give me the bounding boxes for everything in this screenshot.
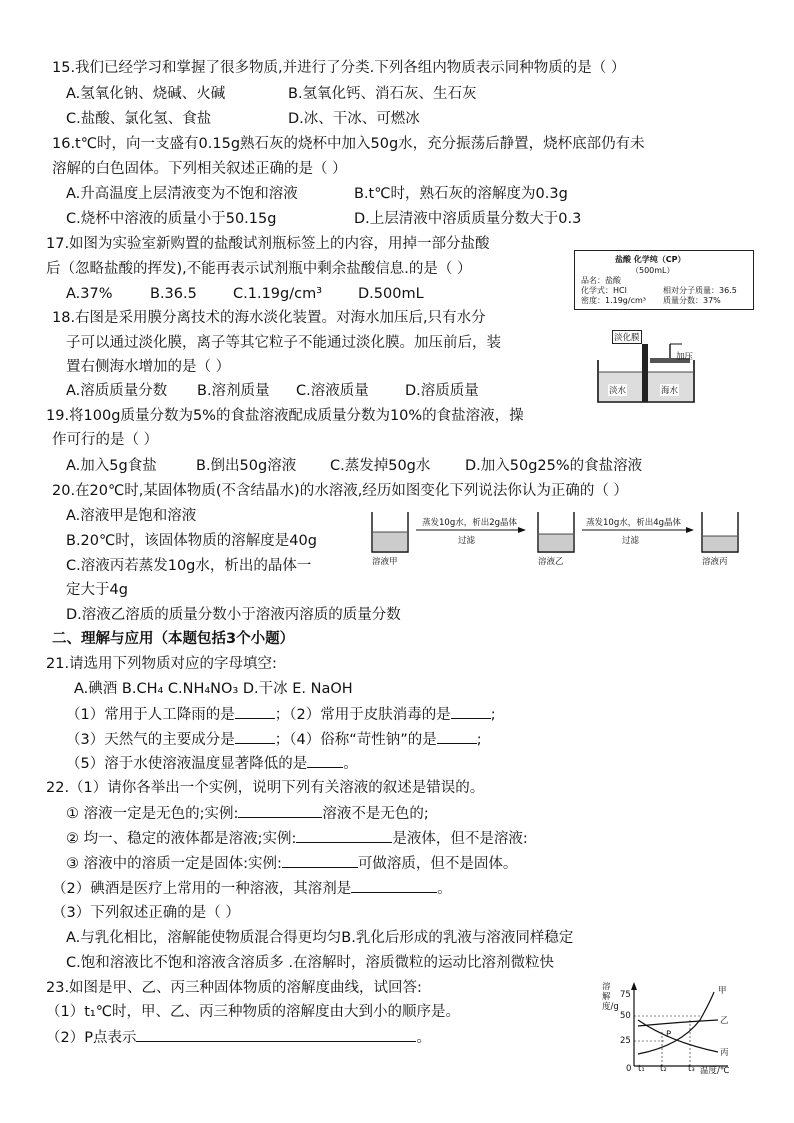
q18-option-a: A.溶质质量分数 — [66, 383, 168, 399]
y-tick-75: 75 — [620, 990, 631, 1000]
q23-part2-blank[interactable] — [136, 1027, 416, 1042]
q23-part2-label: （2）P点表示 — [46, 1030, 137, 1046]
q15-option-a: A.氢氧化钠、烧碱、火碱 — [66, 86, 226, 102]
q15-option-c: C.盐酸、氯化氢、食盐 — [66, 111, 212, 127]
q15-stem: 15.我们已经学习和掌握了很多物质,并进行了分类.下列各组内物质表示同种物质的是（ ） — [52, 60, 626, 76]
q16-option-a: A.升高温度上层清液变为不饱和溶液 — [66, 186, 298, 202]
x-axis-label: 温度/℃ — [700, 1066, 730, 1076]
q22-part3: （3）下列叙述正确的是（ ） — [52, 905, 240, 921]
label-name: 品名：盐酸 — [581, 276, 621, 285]
q17-stem-line2: 后（忽略盐酸的挥发),不能再表示试剂瓶中剩余盐酸信息.的是（ ） — [46, 261, 472, 277]
y-tick-50: 50 — [620, 1011, 631, 1021]
curve-yi-label: 乙 — [720, 1016, 729, 1026]
q16-stem-line2: 溶解的白色固体。下列相关叙述正确的是（ ） — [52, 161, 347, 177]
label-title: 盐酸 化学纯（CP） — [615, 255, 686, 264]
q16-option-d: D.上层清液中溶质质量分数大于0.3 — [354, 211, 582, 227]
label-formula: 化学式：HCl — [581, 286, 627, 295]
label-density: 密度：1.19g/cm³ — [581, 296, 646, 305]
q21-part4-blank[interactable] — [437, 729, 477, 744]
q22-item1-blank[interactable] — [238, 803, 322, 818]
membrane-label: 淡化膜 — [612, 330, 642, 344]
q21-options: A.碘酒 B.CH₄ C.NH₄NO₃ D.干冰 E. NaOH — [74, 681, 353, 697]
pressure-label: 加压 — [676, 352, 694, 362]
desalination-figure — [596, 330, 698, 410]
q22-item2-blank[interactable] — [296, 828, 392, 843]
q20-option-a: A.溶液甲是饱和溶液 — [66, 508, 197, 524]
q21-part3-blank[interactable] — [235, 729, 275, 744]
solution-bing-label: 溶液丙 — [702, 557, 728, 567]
q23-part2-end: 。 — [416, 1030, 431, 1046]
q19-option-c: C.蒸发掉50g水 — [330, 458, 431, 474]
q23-part2 — [46, 1027, 431, 1048]
curve-bing-label: 丙 — [720, 1048, 729, 1058]
filter1-label: 过滤 — [458, 536, 476, 546]
label-mass: 相对分子质量：36.5 — [663, 286, 737, 295]
y-axis-label: 溶解度/g — [602, 982, 619, 1012]
q21-row2 — [66, 729, 482, 750]
fresh-water-label: 淡水 — [609, 386, 627, 396]
x-tick-t1: t₁ — [638, 1064, 645, 1074]
q23-part1: （1）t₁℃时，甲、乙、丙三种物质的溶解度由大到小的顺序是。 — [46, 1004, 461, 1020]
q22-item3-tail: 可做溶质，但不是固体。 — [357, 856, 518, 872]
q21-part5-blank[interactable] — [307, 753, 343, 768]
q16-option-b: B.t℃时，熟石灰的溶解度为0.3g — [354, 186, 568, 202]
q21-row2-end: ; — [476, 732, 482, 748]
origin-label: 0 — [626, 1064, 632, 1074]
q22-item3-label: ③ 溶液中的溶质一定是固体:实例: — [66, 856, 282, 872]
q21-stem: 21.请选用下列物质对应的字母填空: — [46, 656, 277, 672]
q22-item3-blank[interactable] — [282, 853, 358, 868]
x-tick-t2: t₂ — [660, 1064, 667, 1074]
q22-part2-label: （2）碘酒是医疗上常用的一种溶液，其溶剂是 — [52, 881, 352, 897]
step1-label: 蒸发10g水，析出2g晶体 — [422, 518, 518, 528]
q22-item2-label: ② 均一、稳定的液体都是溶液;实例: — [66, 831, 297, 847]
q21-part5-label: （5）溶于水使溶液温度显著降低的是 — [66, 756, 308, 772]
evaporation-figure — [368, 508, 748, 568]
q17-option-a: A.37% — [66, 286, 113, 302]
q22-option-cd: C.饱和溶液比不饱和溶液含溶质多 .在溶解时，溶质微粒的运动比溶剂微粒快 — [66, 955, 554, 971]
q22-item1-tail: 溶液不是无色的; — [322, 806, 429, 822]
q22-item1-label: ① 溶液一定是无色的;实例: — [66, 806, 239, 822]
q17-option-b: B.36.5 — [150, 286, 197, 302]
seawater-label: 海水 — [661, 386, 679, 396]
curve-jia-label: 甲 — [718, 986, 727, 996]
q19-option-d: D.加入50g25%的食盐溶液 — [465, 458, 643, 474]
q22-part2-blank[interactable] — [351, 878, 437, 893]
q15-option-b: B.氢氧化钙、消石灰、生石灰 — [288, 86, 477, 102]
q21-part1-blank[interactable] — [235, 704, 275, 719]
q21-part2-blank[interactable] — [451, 704, 491, 719]
q21-part2-label: ；（2）常用于皮肤消毒的是 — [274, 707, 451, 723]
label-fraction: 质量分数：37% — [663, 296, 721, 305]
filter2-label: 过滤 — [622, 536, 640, 546]
hcl-reagent-label — [574, 250, 754, 310]
solubility-figure — [600, 980, 750, 1075]
q22-option-ab: A.与乳化相比，溶解能使物质混合得更均匀B.乳化后形成的乳液与溶液同样稳定 — [66, 930, 574, 946]
q20-option-c-line2: 定大于4g — [66, 582, 128, 598]
q21-row3 — [66, 753, 358, 774]
q19-option-b: B.倒出50g溶液 — [196, 458, 297, 474]
q16-option-c: C.烧杯中溶液的质量小于50.15g — [66, 211, 277, 227]
q21-part3-label: （3）天然气的主要成分是 — [66, 732, 235, 748]
step2-label: 蒸发10g水，析出4g晶体 — [586, 518, 682, 528]
q22-item2-tail: 是液体，但不是溶液: — [392, 831, 528, 847]
q17-option-c: C.1.19g/cm³ — [233, 286, 323, 302]
q22-part2-end: 。 — [437, 881, 452, 897]
q17-option-d: D.500mL — [358, 286, 424, 302]
q18-option-b: B.溶剂质量 — [197, 383, 270, 399]
q20-option-c-line1: C.溶液丙若蒸发10g水，析出的晶体一 — [66, 558, 312, 574]
q19-stem-line2: 作可行的是（ ） — [52, 432, 159, 448]
q21-part4-label: ；（4）俗称“苛性钠”的是 — [274, 732, 437, 748]
q22-item1 — [66, 803, 429, 824]
q22-part2 — [52, 878, 452, 899]
q20-option-b: B.20℃时，该固体物质的溶解度是40g — [66, 533, 317, 549]
q21-part1-label: （1）常用于人工降雨的是 — [66, 707, 235, 723]
q20-option-d: D.溶液乙溶质的质量分数小于溶液丙溶质的质量分数 — [66, 607, 401, 623]
q18-option-d: D.溶质质量 — [405, 383, 479, 399]
q18-stem-line1: 18.右图是采用膜分离技术的海水淡化装置。对海水加压后,只有水分 — [52, 310, 486, 326]
label-volume: （500mL） — [631, 266, 675, 275]
point-p-label: P — [666, 1030, 672, 1040]
solution-yi-label: 溶液乙 — [538, 557, 564, 567]
q18-option-c: C.溶液质量 — [296, 383, 369, 399]
q23-stem: 23.如图是甲、乙、丙三种固体物质的溶解度曲线，试回答: — [46, 980, 422, 996]
q21-row1-end: ; — [490, 707, 496, 723]
q22-item3 — [66, 853, 517, 874]
q16-stem-line1: 16.t℃时，向一支盛有0.15g熟石灰的烧杯中加入50g水，充分振荡后静置，烧杯底部仍有未 — [52, 136, 645, 152]
q22-item2 — [66, 828, 528, 849]
x-tick-t3: t₃ — [688, 1064, 695, 1074]
solution-jia-label: 溶液甲 — [372, 557, 398, 567]
q21-row1 — [66, 704, 496, 725]
q19-stem-line1: 19.将100g质量分数为5%的食盐溶液配成质量分数为10%的食盐溶液，操 — [46, 408, 524, 424]
q18-stem-line3: 置右侧海水增加的是（ ） — [66, 359, 231, 375]
section2-title: 二、理解与应用（本题包括3个小题） — [52, 631, 295, 647]
q15-option-d: D.冰、干冰、可燃冰 — [288, 111, 420, 127]
y-tick-25: 25 — [620, 1036, 631, 1046]
q21-row3-end: 。 — [343, 756, 358, 772]
q18-stem-line2: 子可以通过淡化膜，离子等其它粒子不能通过淡化膜。加压前后，装 — [66, 335, 501, 351]
q22-stem: 22.（1）请你各举出一个实例，说明下列有关溶液的叙述是错误的。 — [46, 780, 485, 796]
q19-option-a: A.加入5g食盐 — [66, 458, 157, 474]
q20-stem: 20.在20℃时,某固体物质(不含结晶水)的水溶液,经历如图变化下列说法你认为正确的（ ） — [52, 483, 628, 499]
q17-stem-line1: 17.如图为实验室新购置的盐酸试剂瓶标签上的内容，用掉一部分盐酸 — [46, 236, 490, 252]
